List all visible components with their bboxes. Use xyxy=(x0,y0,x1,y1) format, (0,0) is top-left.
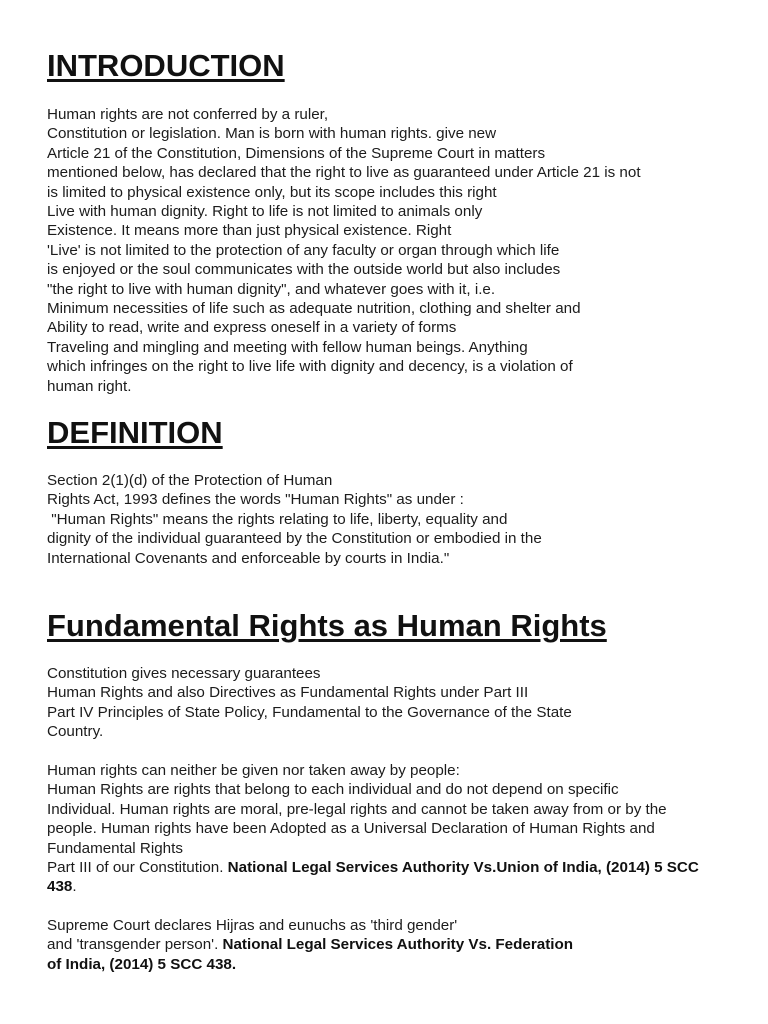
definition-body xyxy=(47,471,542,568)
text-line: Supreme Court declares Hijras and eunuchs as 'third gender' xyxy=(47,917,458,934)
text-line: "the right to live with human dignity", and whatever goes with it, i.e. xyxy=(47,280,496,298)
text-line: human right. xyxy=(47,377,132,395)
text-line: Live with human dignity. Right to life is not limited to animals only xyxy=(47,203,483,221)
citation-line xyxy=(47,955,573,974)
text-line: Fundamental Rights xyxy=(47,839,183,857)
text-line: Minimum necessities of life such as adequate nutrition, clothing and shelter and xyxy=(47,300,581,318)
text-line: Ability to read, write and express oneself in a variety of forms xyxy=(47,319,457,337)
text-line: is limited to physical existence only, but its scope includes this right xyxy=(47,183,497,201)
text-line: Constitution gives necessary guarantees xyxy=(47,665,321,682)
text-line: Existence. It means more than just physical existence. Right xyxy=(47,222,452,240)
case-citation-continued: of India, (2014) 5 SCC 438. xyxy=(47,955,237,973)
text-line: Constitution or legislation. Man is born with human rights. give new xyxy=(47,125,497,143)
text-line: Section 2(1)(d) of the Protection of Human xyxy=(47,472,333,489)
text-line: is enjoyed or the soul communicates with the outside world but also includes xyxy=(47,261,561,279)
text-line: Human Rights are rights that belong to each individual and do not depend on specific xyxy=(47,781,619,799)
text-line: Human rights can neither be given nor taken away by people: xyxy=(47,762,460,779)
fundamental-para-3 xyxy=(47,916,573,974)
introduction-body xyxy=(47,105,641,396)
text-line: Human rights are not conferred by a ruler, xyxy=(47,106,329,123)
citation-end: . xyxy=(72,878,77,896)
fundamental-rights-heading: Fundamental Rights as Human Rights xyxy=(47,608,607,643)
text-line: International Covenants and enforceable by courts in India." xyxy=(47,549,450,567)
text-line: people. Human rights have been Adopted as a Universal Declaration of Human Rights and xyxy=(47,820,655,838)
text-line: which infringes on the right to live life with dignity and decency, is a violation of xyxy=(47,358,573,376)
text-line: Human Rights and also Directives as Fundamental Rights under Part III xyxy=(47,684,529,702)
text-line: Rights Act, 1993 defines the words "Human Rights" as under : xyxy=(47,491,464,509)
definition-heading: DEFINITION xyxy=(47,415,223,450)
text-line: 'Live' is not limited to the protection of any faculty or organ through which life xyxy=(47,241,560,259)
text-line: Country. xyxy=(47,723,104,741)
citation-line xyxy=(47,935,573,954)
text-line: mentioned below, has declared that the right to live as guaranteed under Article 21 is not xyxy=(47,164,641,182)
text-line: "Human Rights" means the rights relating to life, liberty, equality and xyxy=(47,510,508,528)
case-citation: National Legal Services Authority Vs.Union of India, (2014) 5 SCC 438 xyxy=(47,859,699,896)
fundamental-para-1 xyxy=(47,664,572,742)
introduction-heading: INTRODUCTION xyxy=(47,48,285,83)
text-line: Part IV Principles of State Policy, Fundamental to the Governance of the State xyxy=(47,703,572,721)
fundamental-para-2 xyxy=(47,761,715,897)
text-line: dignity of the individual guaranteed by the Constitution or embodied in the xyxy=(47,530,542,548)
citation-lead-text: Part III of our Constitution. xyxy=(47,859,228,877)
case-citation: National Legal Services Authority Vs. Federation xyxy=(222,936,574,954)
text-line: Article 21 of the Constitution, Dimensions of the Supreme Court in matters xyxy=(47,144,546,162)
text-line: Individual. Human rights are moral, pre-legal rights and cannot be taken away from or by the xyxy=(47,800,667,818)
citation-line xyxy=(47,858,715,897)
text-line: Traveling and mingling and meeting with fellow human beings. Anything xyxy=(47,338,528,356)
citation-lead-text: and 'transgender person'. xyxy=(47,936,223,954)
